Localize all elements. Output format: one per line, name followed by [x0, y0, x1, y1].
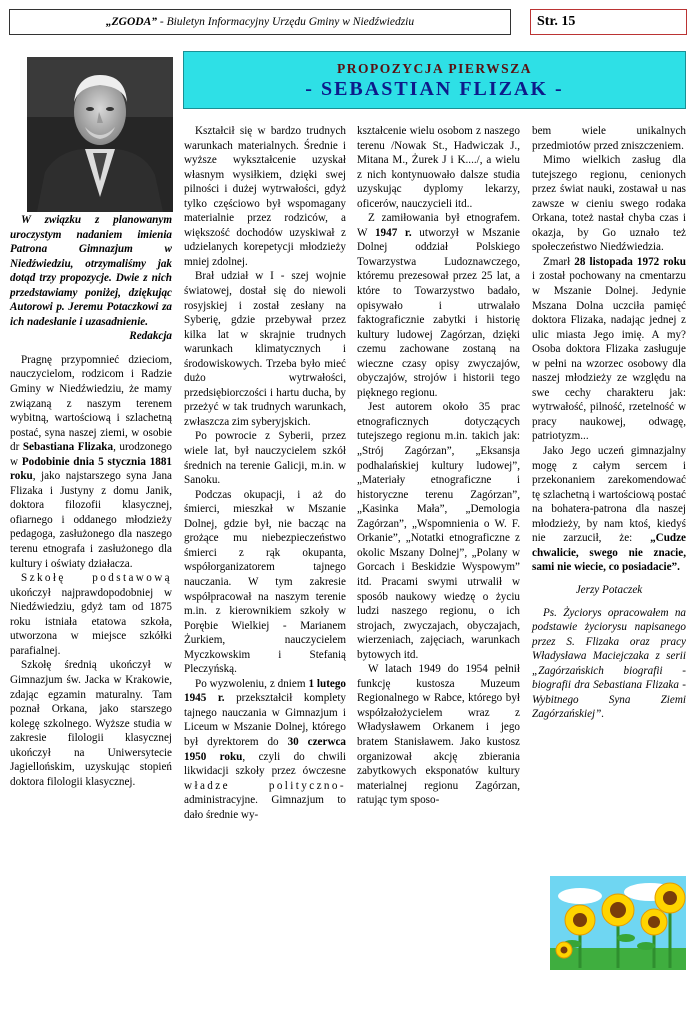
paragraph: Jako Jego uczeń gimnazjalny mogę z całym sercem i przekonaniem zarekomendować tę szlachetną i wartościową postać na bohatera-patrona dla naszej młodzieży, by nam ktoś, kiedyś nie zarzucił, że: „Cudze chwalicie, swego nie znacie, sami nie wiecie, co posiadacie”. — [532, 445, 686, 574]
paragraph: Mimo wielkich zasług dla tutejszego regionu, cenionych przez świat nauki, zostawał u nas zawsze w cieniu swego rodaka Orkana, toteż nastał chyba czas i okazja, by Go uznało też społeczeństwo Niedźwiedzia. — [532, 154, 686, 254]
paragraph: Po powrocie z Syberii, przez wiele lat, był nauczycielem szkół średnich na terenie Galicji, m.in. w Sanoku. — [184, 430, 346, 487]
paragraph: W latach 1949 do 1954 pełnił funkcję kustosza Muzeum Regionalnego w Rabce, którego był współzałożycielem wraz z Władysławem Orkanem i jego bratem Stanisławem. Jako kustosz organizował akcję zbierania zabytkowych eksponatów kultury materialnej regionu Zagórzan, ratując tym sposo- — [357, 663, 520, 807]
bulletin-header — [9, 9, 511, 35]
sunflowers-clipart — [550, 876, 686, 970]
paragraph: bem wiele unikalnych przedmiotów przed zniszczeniem. — [532, 125, 686, 152]
author-signature: Jerzy Potaczek — [575, 583, 643, 596]
paragraph: Kształcił się w bardzo trudnych warunkach materialnych. Średnie i wyższe wykształcenie uzyskał własnym wysiłkiem, dzięki swej pilności i dużej wytrwałości, gdyż tylko częściowo był wspomagany materialnie przez rodziców, a większość dochodów uzyskiwał z udzielanych korepetycji młodzieży mniej zdolnej. — [184, 125, 346, 268]
column-3 — [357, 124, 520, 808]
editorial-signature: Redakcja — [129, 330, 172, 343]
postscript: Ps. Życiorys opracowałem na podstawie życiorysu napisanego przez S. Flizaka oraz pracy Władysława Maciejczaka z serii „Zagórzańskich biografii - biografii dra Sebastiana Flizaka - Wybitnego Syna Ziemi Zagórzańskiej”. — [532, 606, 686, 721]
paragraph: Podczas okupacji, i aż do śmierci, mieszkał w Mszanie Dolnej, gdzie był, nie bacząc na grożące mu niebezpieczeństwo śmierci z rąk okupanta, współorganizatorem tajnego nauczania. W tym zakresie współpracował na naszym terenie m.in. z kierownikiem szkoły w Porębie Wielkiej - Marianem Żurkiem, nauczycielem Myczkowskim i Stefanią Pleczyńską. — [184, 488, 346, 676]
bulletin-name: „ZGODA” — [105, 16, 157, 28]
paragraph: Z zamiłowania był etnografem. W 1947 r. utworzył w Mszanie Dolnej oddział Polskiego Towarzystwa Ludoznawczego, któremu prezesował przez 25 lat, a które to Towarzystwo badało, opisywało i utrwalało faktograficznie zabytki i historię kultury ludowej Zagórzan, dzięki czemu zachowane zostaną na wieczne czasy opisy zwyczajów, obyczajów, strojów i historii tego pięknego regionu. — [357, 212, 520, 399]
portrait-photo — [27, 57, 173, 212]
paragraph: Jest autorem około 35 prac etnograficznych dotyczących tutejszego regionu m.in. takich jak: „Strój Zagórzan”, „Eksansja podhalańskiej kultury ludowej”, „Materiały etnograficzne i historyczne terenu Zagórzan”, „Kasinka Mała”, „Demologia Zagórzan”, „Wspomnienia o W. F. Orkanie”, „Notatki etnograficzne z okolic Mszany Dolnej”, „Polany w Gorcach i Beskidzie Wyspowym” itd. Pracami swymi utrwalił w sposób naukowy wiedzę o życiu ludzi naszego regionu, o ich strojach, zwyczajach, obyczajach, wierzeniach, zajęciach, warunkach bytowych itd. — [357, 401, 520, 661]
column-1 — [10, 213, 172, 789]
paragraph: Szkołę podstawową ukończył najprawdopodobniej w Niedźwiedziu, gdyż tam od 1875 roku istniała etatowa szkoła, utworzona w miejsce szkółki parafialnej. — [10, 572, 172, 657]
article-kicker: PROPOZYCJA PIERWSZA — [337, 61, 532, 76]
paragraph: Zmarł 28 listopada 1972 roku i został pochowany na cmentarzu w Mszanie Dolnej. Jedynie Mszana Dolna uczciła pamięć doktora Flizaka, nadając jednej z ulic miasta Jego imię. A my? Osoba doktora Flizaka zasługuje w pełni na wzorzec osobowy dla naszej młodzieży ze względu na swe cechy charakteru jak: wytrwałość, pilność, rzetelność w pracy naukowej, odwagę, patriotyzm... — [532, 255, 686, 443]
column-4 — [532, 124, 686, 722]
paragraph: Po wyzwoleniu, z dniem 1 lutego 1945 r. przekształcił komplety tajnego nauczania w Gimnazjum i Liceum w Mszanie Dolnej, którego był dyrektorem do 30 czerwca 1950 roku, czyli do chwili likwidacji szkoły przez ówczesne władze polityczno-administracyjne. Gimnazjum to dało średnie wy- — [184, 677, 347, 821]
editorial-note-text: W związku z planowanym uroczystym nadaniem imienia Patrona Gimnazjum w Niedźwiedziu, otrzymaliśmy jak dotąd trzy propozycje. Dwie z nich przedstawiamy poniżej, dziękując Autorowi p. Jeremu Potaczkowi za ich nadesłanie i uzasadnienie. — [10, 214, 172, 328]
paragraph: kształcenie wielu osobom z naszego terenu /Nowak St., Hadwiczak J., Mitana M., Żurek J i K..../, a wielu z nich kontynuowało dalsze studia uzyskując dyplomy lekarzy, oficerów, nauczycieli itd.. — [357, 125, 520, 210]
article-title: - SEBASTIAN FLIZAK - — [305, 78, 564, 100]
column-2 — [184, 124, 346, 822]
paragraph: Brał udział w I - szej wojnie światowej, dostał się do niewoli rosyjskiej i został zesłany na Syberię, gdzie przebywał przez kilka lat w skrajnie trudnych warunkach klimatycznych i środowiskowych. Trzeba było mieć dużo wytrwałości, przedsiębiorczości i hartu ducha, by przeżyć w tak trudnych warunkach, zwłaszcza zim syberyjskich. — [184, 270, 346, 428]
page-number: Str. 15 — [530, 9, 687, 35]
bulletin-subtitle: - Biuletyn Informacyjny Urzędu Gminy w Niedźwiedziu — [157, 16, 415, 28]
paragraph: Pragnę przypomnieć dzieciom, nauczycielom, rodzicom i Radzie Gminy w Niedźwiedziu, że mamy związaną z naszym terenem wybitną, wartościową i szlachetną postać, syna naszej ziemi, w osobie dr Sebastiana Flizaka, urodzonego w Podobinie dnia 5 stycznia 1881 roku, jako najstarszego syna Jana Flizaka i Justyny z domu Janik, doktora filozofii klasycznej, ofiarnego i oddanego młodzieży pedagoga, zasłużonego dla naszego terenu etnografa i zasłużonego dla kultury i oświaty działacza. — [10, 353, 172, 570]
paragraph: Szkołę średnią ukończył w Gimnazjum św. Jacka w Krakowie, zdając egzamin maturalny. Tam poznał Orkana, jako starszego kolegę szkolnego. Wyższe studia w zakresie filologii klasycznej ukończył na Uniwersytecie Jagiellońskim, uzyskując stopień doktora filologii klasycznej. — [10, 659, 172, 788]
article-title-banner — [183, 51, 686, 109]
editorial-note — [10, 213, 172, 343]
